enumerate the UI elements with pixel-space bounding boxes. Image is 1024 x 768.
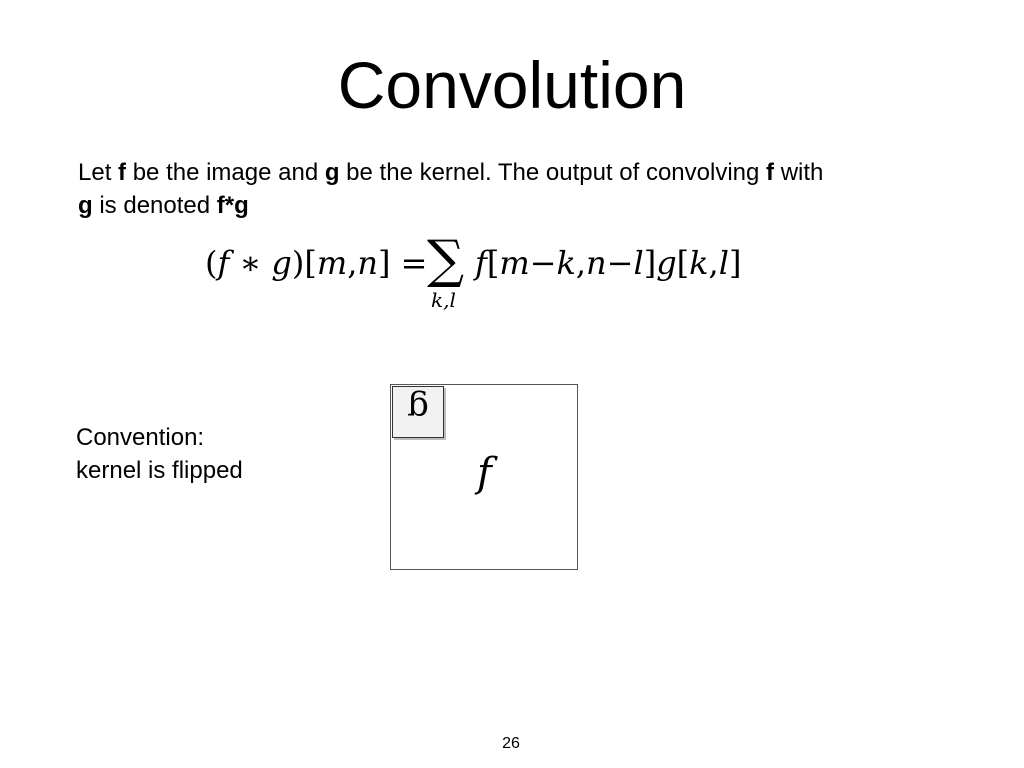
intro-bold-g: g — [324, 159, 340, 186]
intro-bold-fg: f*g — [216, 192, 249, 219]
intro-bold-g: g — [78, 192, 93, 219]
intro-text-part: be the image and — [126, 159, 325, 186]
slide-title: Convolution — [337, 48, 687, 122]
intro-text-part: Let — [78, 159, 119, 186]
convention-note — [76, 421, 243, 487]
intro-bold-f: f — [118, 159, 127, 186]
page-number: 26 — [502, 735, 520, 752]
intro-text — [78, 156, 978, 222]
summation-symbol: ∑ — [427, 230, 465, 290]
formula-rhs: f[m−k,n−l]g[k,l] — [475, 244, 742, 282]
intro-text-part: be the kernel. The output of convolving — [339, 159, 767, 186]
intro-text-part: with — [774, 159, 824, 186]
convention-line-1: Convention: — [76, 424, 205, 451]
convention-line-2: kernel is flipped — [76, 457, 243, 484]
image-f-label: f — [477, 450, 492, 496]
summation-subscript: k,l — [431, 288, 456, 312]
intro-bold-f: f — [766, 159, 775, 186]
formula-lhs: (f ∗ g)[m,n] = — [205, 244, 428, 282]
kernel-g-box — [392, 386, 444, 438]
flipped-kernel-g-label: g — [407, 389, 429, 429]
intro-text-part: is denoted — [92, 192, 217, 219]
convolution-formula — [205, 230, 785, 316]
